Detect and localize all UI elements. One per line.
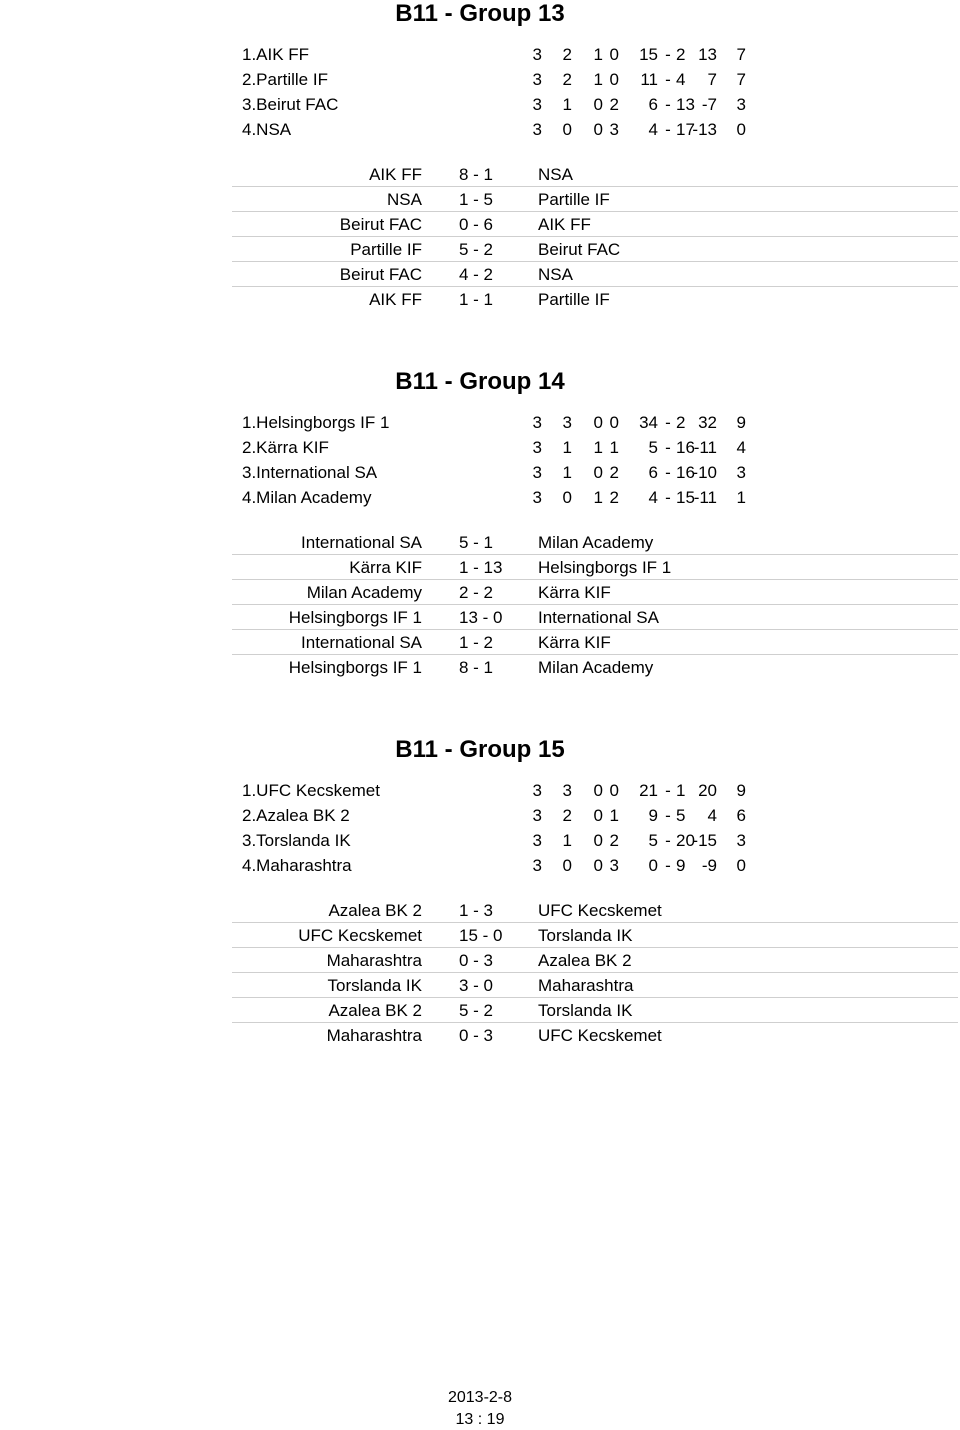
match-score: 13 - 0 — [459, 608, 503, 627]
points: 3 — [736, 463, 746, 482]
goals-for: 21 — [639, 781, 658, 800]
played-count: 3 — [532, 45, 542, 64]
points: 3 — [736, 95, 746, 114]
goals-against: 2 — [676, 413, 686, 432]
played-count: 3 — [532, 413, 542, 432]
group-title: B11 - Group 13 — [395, 0, 565, 27]
goals-against: 15 — [676, 488, 695, 507]
standings-row — [0, 485, 960, 510]
team-name: 1.Helsingborgs IF 1 — [242, 413, 390, 432]
goals-separator: - — [665, 95, 671, 114]
draws-count: 1 — [593, 45, 603, 64]
draws-count: 1 — [593, 438, 603, 457]
away-team: Partille IF — [538, 190, 610, 209]
wins-count: 1 — [562, 95, 572, 114]
away-team: UFC Kecskemet — [538, 1026, 662, 1045]
draws-count: 1 — [593, 70, 603, 89]
goals-against: 1 — [676, 781, 686, 800]
match-score: 0 - 3 — [459, 1026, 494, 1045]
goals-for: 0 — [648, 856, 658, 875]
goals-against: 4 — [676, 70, 686, 89]
match-score: 0 - 3 — [459, 951, 494, 970]
goal-difference: 13 — [698, 45, 717, 64]
goals-against: 9 — [676, 856, 686, 875]
goal-difference: -11 — [693, 438, 717, 457]
away-team: Kärra KIF — [538, 633, 611, 652]
standings-row — [0, 67, 960, 92]
draws-count: 0 — [593, 95, 603, 114]
match-row — [0, 262, 960, 287]
goals-for: 5 — [648, 438, 658, 457]
goal-difference: -10 — [692, 463, 717, 482]
draws-count: 0 — [593, 463, 603, 482]
wins-count: 1 — [562, 831, 572, 850]
match-row — [0, 530, 960, 555]
points: 1 — [736, 488, 746, 507]
match-row — [0, 187, 960, 212]
home-team: Helsingborgs IF 1 — [288, 608, 422, 627]
played-count: 3 — [532, 95, 542, 114]
goals-against: 17 — [676, 120, 695, 139]
match-row — [0, 162, 960, 187]
goals-separator: - — [665, 488, 671, 507]
match-row — [0, 898, 960, 923]
match-score: 1 - 13 — [459, 558, 503, 577]
away-team: Helsingborgs IF 1 — [538, 558, 672, 577]
home-team: AIK FF — [369, 290, 422, 309]
match-row — [0, 212, 960, 237]
home-team: Maharashtra — [326, 951, 422, 970]
goals-for: 4 — [648, 488, 658, 507]
match-row — [0, 948, 960, 973]
goal-difference: -11 — [693, 488, 717, 507]
points: 9 — [736, 413, 746, 432]
standings-row — [0, 435, 960, 460]
team-name: 4.Maharashtra — [242, 856, 352, 875]
goals-for: 11 — [640, 70, 658, 89]
wins-count: 2 — [562, 70, 572, 89]
goals-separator: - — [665, 781, 671, 800]
losses-count: 3 — [609, 856, 619, 875]
goals-separator: - — [665, 806, 671, 825]
home-team: Beirut FAC — [339, 265, 422, 284]
away-team: Torslanda IK — [538, 926, 633, 945]
played-count: 3 — [532, 781, 542, 800]
home-team: Kärra KIF — [349, 558, 422, 577]
goals-for: 9 — [648, 806, 658, 825]
standings-row — [0, 803, 960, 828]
standings-row — [0, 410, 960, 435]
goals-separator: - — [665, 70, 671, 89]
wins-count: 1 — [562, 463, 572, 482]
match-score: 5 - 1 — [459, 533, 494, 552]
draws-count: 0 — [593, 120, 603, 139]
away-team: Torslanda IK — [538, 1001, 633, 1020]
home-team: Milan Academy — [306, 583, 422, 602]
wins-count: 0 — [562, 120, 572, 139]
away-team: UFC Kecskemet — [538, 901, 662, 920]
goals-for: 6 — [648, 463, 658, 482]
losses-count: 2 — [609, 831, 619, 850]
wins-count: 3 — [562, 413, 572, 432]
away-team: Kärra KIF — [538, 583, 611, 602]
match-row — [0, 580, 960, 605]
played-count: 3 — [532, 831, 542, 850]
away-team: International SA — [538, 608, 659, 627]
away-team: NSA — [538, 165, 573, 184]
wins-count: 0 — [562, 856, 572, 875]
match-score: 0 - 6 — [459, 215, 494, 234]
goals-separator: - — [665, 413, 671, 432]
goals-separator: - — [665, 463, 671, 482]
footer-time: 13 : 19 — [455, 1411, 505, 1428]
standings-row — [0, 42, 960, 67]
losses-count: 2 — [609, 95, 619, 114]
points: 0 — [736, 856, 746, 875]
match-score: 5 - 2 — [459, 1001, 494, 1020]
goals-separator: - — [665, 856, 671, 875]
goal-difference: -7 — [701, 95, 717, 114]
match-score: 15 - 0 — [459, 926, 503, 945]
goals-for: 4 — [648, 120, 658, 139]
away-team: Beirut FAC — [538, 240, 621, 259]
goal-difference: 4 — [707, 806, 717, 825]
played-count: 3 — [532, 488, 542, 507]
match-row — [0, 287, 960, 312]
wins-count: 0 — [562, 488, 572, 507]
footer-date: 2013-2-8 — [447, 1389, 513, 1406]
goal-difference: -15 — [692, 831, 717, 850]
team-name: 1.AIK FF — [242, 45, 310, 64]
away-team: Milan Academy — [538, 533, 654, 552]
home-team: International SA — [301, 633, 422, 652]
played-count: 3 — [532, 856, 542, 875]
away-team: AIK FF — [538, 215, 591, 234]
match-row — [0, 630, 960, 655]
points: 6 — [736, 806, 746, 825]
losses-count: 1 — [609, 806, 619, 825]
match-score: 1 - 1 — [459, 290, 494, 309]
played-count: 3 — [532, 438, 542, 457]
goals-against: 2 — [676, 45, 686, 64]
away-team: NSA — [538, 265, 573, 284]
played-count: 3 — [532, 120, 542, 139]
goals-for: 15 — [639, 45, 658, 64]
losses-count: 0 — [609, 781, 619, 800]
goals-separator: - — [665, 45, 671, 64]
away-team: Maharashtra — [538, 976, 634, 995]
wins-count: 1 — [562, 438, 572, 457]
match-score: 3 - 0 — [459, 976, 494, 995]
away-team: Partille IF — [538, 290, 610, 309]
points: 3 — [736, 831, 746, 850]
played-count: 3 — [532, 70, 542, 89]
points: 7 — [736, 70, 746, 89]
team-name: 2.Partille IF — [242, 70, 328, 89]
match-score: 2 - 2 — [459, 583, 494, 602]
points: 0 — [736, 120, 746, 139]
goals-against: 13 — [676, 95, 695, 114]
team-name: 1.UFC Kecskemet — [242, 781, 380, 800]
match-row — [0, 555, 960, 580]
home-team: Azalea BK 2 — [328, 1001, 422, 1020]
losses-count: 2 — [609, 463, 619, 482]
draws-count: 0 — [593, 831, 603, 850]
played-count: 3 — [532, 806, 542, 825]
home-team: Beirut FAC — [339, 215, 422, 234]
draws-count: 0 — [593, 781, 603, 800]
home-team: Maharashtra — [326, 1026, 422, 1045]
standings-row — [0, 460, 960, 485]
goals-for: 34 — [639, 413, 658, 432]
losses-count: 2 — [609, 488, 619, 507]
points: 9 — [736, 781, 746, 800]
draws-count: 0 — [593, 413, 603, 432]
group-section — [0, 368, 960, 728]
home-team: Torslanda IK — [327, 976, 422, 995]
away-team: Milan Academy — [538, 658, 654, 677]
draws-count: 0 — [593, 856, 603, 875]
group-section — [0, 0, 960, 360]
played-count: 3 — [532, 463, 542, 482]
goals-against: 16 — [676, 463, 695, 482]
losses-count: 1 — [609, 438, 619, 457]
match-score: 5 - 2 — [459, 240, 494, 259]
losses-count: 0 — [609, 413, 619, 432]
match-score: 1 - 3 — [459, 901, 494, 920]
group-title: B11 - Group 14 — [395, 368, 565, 395]
match-row — [0, 973, 960, 998]
match-row — [0, 237, 960, 262]
match-row — [0, 1023, 960, 1048]
home-team: Helsingborgs IF 1 — [288, 658, 422, 677]
team-name: 2.Azalea BK 2 — [242, 806, 350, 825]
goals-against: 5 — [676, 806, 686, 825]
home-team: International SA — [301, 533, 422, 552]
home-team: Azalea BK 2 — [328, 901, 422, 920]
team-name: 4.Milan Academy — [242, 488, 372, 507]
goal-difference: 7 — [707, 70, 717, 89]
goals-separator: - — [665, 438, 671, 457]
group-title: B11 - Group 15 — [395, 736, 565, 763]
goals-separator: - — [665, 831, 671, 850]
standings-row — [0, 778, 960, 803]
match-row — [0, 923, 960, 948]
points: 4 — [736, 438, 746, 457]
match-row — [0, 655, 960, 680]
match-row — [0, 605, 960, 630]
match-score: 1 - 5 — [459, 190, 494, 209]
team-name: 3.Torslanda IK — [242, 831, 351, 850]
losses-count: 0 — [609, 70, 619, 89]
losses-count: 0 — [609, 45, 619, 64]
team-name: 3.International SA — [242, 463, 378, 482]
match-score: 4 - 2 — [459, 265, 494, 284]
home-team: NSA — [387, 190, 422, 209]
standings-row — [0, 828, 960, 853]
team-name: 2.Kärra KIF — [242, 438, 329, 457]
goal-difference: 32 — [698, 413, 717, 432]
wins-count: 2 — [562, 45, 572, 64]
goal-difference: 20 — [698, 781, 717, 800]
away-team: Azalea BK 2 — [538, 951, 632, 970]
match-row — [0, 998, 960, 1023]
match-score: 1 - 2 — [459, 633, 494, 652]
team-name: 4.NSA — [242, 120, 292, 139]
losses-count: 3 — [609, 120, 619, 139]
goals-for: 6 — [648, 95, 658, 114]
draws-count: 1 — [593, 488, 603, 507]
home-team: Partille IF — [350, 240, 422, 259]
points: 7 — [736, 45, 746, 64]
standings-row — [0, 853, 960, 878]
draws-count: 0 — [593, 806, 603, 825]
group-section — [0, 736, 960, 1096]
goals-separator: - — [665, 120, 671, 139]
match-score: 8 - 1 — [459, 165, 494, 184]
match-score: 8 - 1 — [459, 658, 494, 677]
goals-against: 20 — [676, 831, 695, 850]
standings-row — [0, 92, 960, 117]
goal-difference: -9 — [701, 856, 717, 875]
team-name: 3.Beirut FAC — [242, 95, 339, 114]
wins-count: 2 — [562, 806, 572, 825]
home-team: AIK FF — [369, 165, 422, 184]
home-team: UFC Kecskemet — [298, 926, 422, 945]
goals-for: 5 — [648, 831, 658, 850]
standings-row — [0, 117, 960, 142]
goals-against: 16 — [676, 438, 695, 457]
goal-difference: -13 — [692, 120, 717, 139]
wins-count: 3 — [562, 781, 572, 800]
